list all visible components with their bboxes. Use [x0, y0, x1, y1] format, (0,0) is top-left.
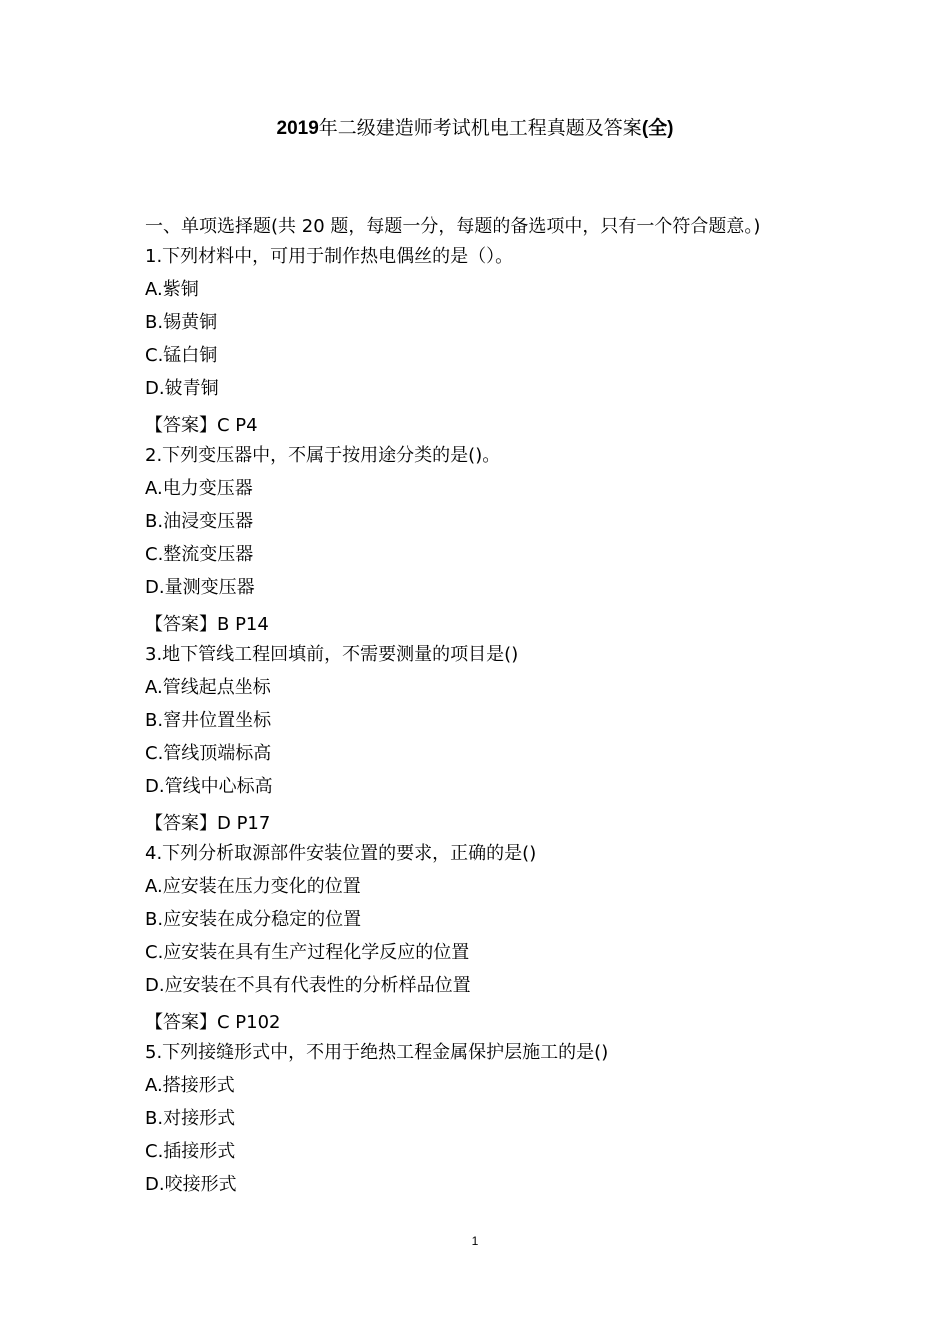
- option-c: C.整流变压器: [145, 544, 254, 565]
- question-2: [145, 444, 845, 637]
- exam-content: [145, 215, 845, 1206]
- option-d: D.铍青铜: [145, 378, 219, 399]
- title-year: 2019: [276, 118, 319, 139]
- option-d: D.应安装在不具有代表性的分析样品位置: [145, 975, 471, 996]
- question-5: [145, 1041, 845, 1197]
- document-title: [0, 116, 950, 141]
- option-b: B.窨井位置坐标: [145, 710, 272, 731]
- option-d: D.量测变压器: [145, 577, 255, 598]
- option-c: C.锰白铜: [145, 345, 218, 366]
- answer-line: 【答案】B P14: [145, 614, 269, 635]
- option-b: B.对接形式: [145, 1108, 236, 1129]
- option-b: B.锡黄铜: [145, 312, 218, 333]
- option-c: C.插接形式: [145, 1141, 236, 1162]
- option-d: D.管线中心标高: [145, 776, 273, 797]
- question-3: [145, 643, 845, 836]
- section-heading: 一、单项选择题(共 20 题，每题一分，每题的备选项中，只有一个符合题意。): [145, 216, 761, 237]
- question-stem: 1.下列材料中，可用于制作热电偶丝的是（）。: [145, 246, 514, 267]
- title-suffix: (全): [641, 118, 674, 139]
- page-number: 1: [471, 1234, 479, 1248]
- question-stem: 5.下列接缝形式中，不用于绝热工程金属保护层施工的是(): [145, 1042, 609, 1063]
- title-text: 年二级建造师考试机电工程真题及答案: [318, 117, 642, 139]
- option-a: A.搭接形式: [145, 1075, 235, 1096]
- option-c: C.管线顶端标高: [145, 743, 272, 764]
- question-stem: 3.地下管线工程回填前，不需要测量的项目是(): [145, 644, 519, 665]
- option-c: C.应安装在具有生产过程化学反应的位置: [145, 942, 470, 963]
- option-a: A.紫铜: [145, 279, 199, 300]
- option-a: A.管线起点坐标: [145, 677, 271, 698]
- answer-line: 【答案】C P102: [145, 1012, 281, 1033]
- question-1: [145, 245, 845, 438]
- answer-line: 【答案】D P17: [145, 813, 271, 834]
- option-a: A.应安装在压力变化的位置: [145, 876, 361, 897]
- option-a: A.电力变压器: [145, 478, 253, 499]
- answer-line: 【答案】C P4: [145, 415, 258, 436]
- option-d: D.咬接形式: [145, 1174, 237, 1195]
- question-stem: 2.下列变压器中，不属于按用途分类的是()。: [145, 445, 501, 466]
- question-4: [145, 842, 845, 1035]
- option-b: B.应安装在成分稳定的位置: [145, 909, 362, 930]
- question-stem: 4.下列分析取源部件安装位置的要求，正确的是(): [145, 843, 537, 864]
- option-b: B.油浸变压器: [145, 511, 254, 532]
